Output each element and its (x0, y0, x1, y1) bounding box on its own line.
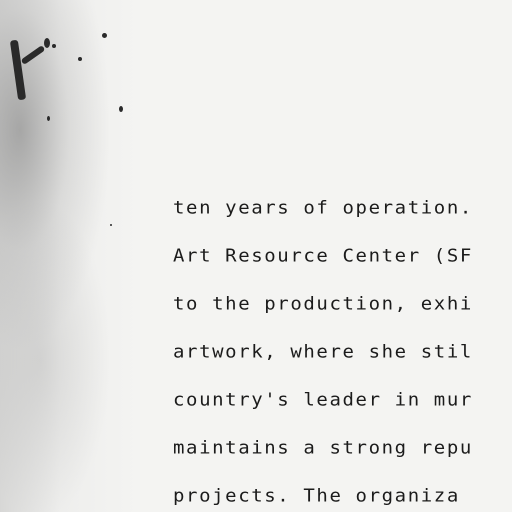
text-line: ten years of operation. (173, 198, 473, 219)
text-line: country's leader in mur (173, 390, 473, 411)
text-line: maintains a strong repu (173, 438, 473, 459)
text-line: artwork, where she stil (173, 342, 473, 363)
text-line: Art Resource Center (SF (173, 246, 473, 267)
text-line: to the production, exhi (173, 294, 473, 315)
text-line: projects. The organiza (173, 486, 460, 507)
typed-text-block (173, 198, 512, 512)
